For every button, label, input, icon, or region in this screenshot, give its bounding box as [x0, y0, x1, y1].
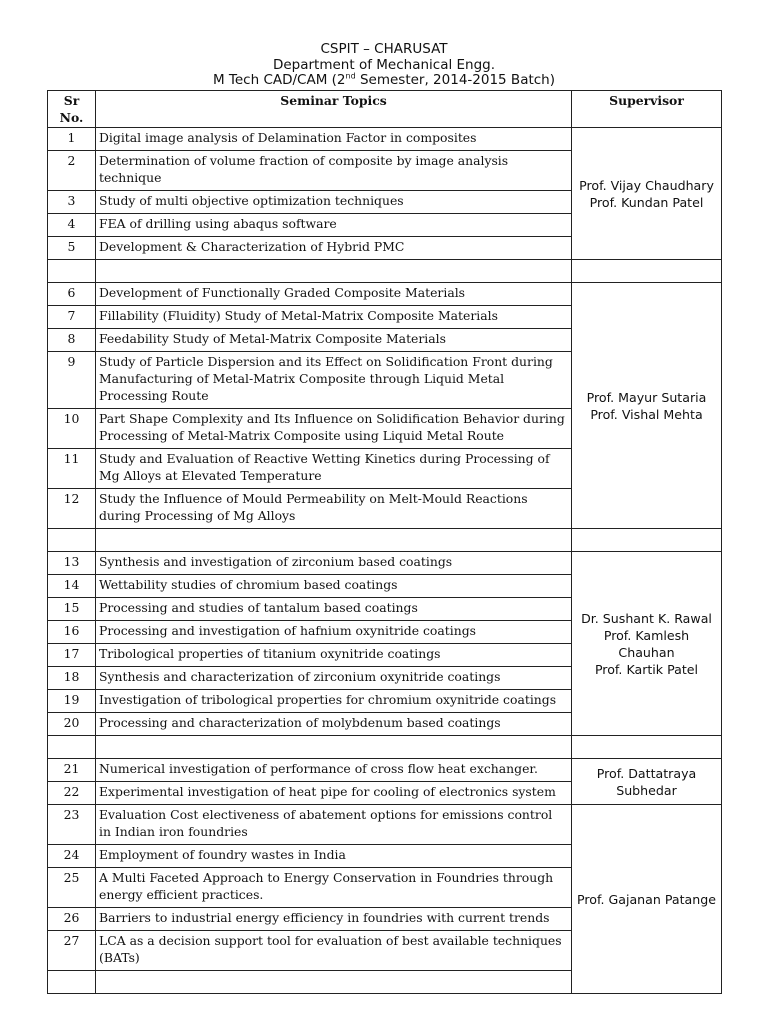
topic-cell: Fillability (Fluidity) Study of Metal-Matrix Composite Materials	[96, 306, 572, 329]
table-row	[48, 283, 722, 306]
supervisor-cell	[572, 283, 722, 529]
table-row	[48, 805, 722, 845]
supervisor-cell	[572, 805, 722, 994]
col-header-topics: Seminar Topics	[96, 91, 572, 128]
topic-cell: Digital image analysis of Delamination Factor in composites	[96, 128, 572, 151]
topic-cell: Processing and investigation of hafnium oxynitride coatings	[96, 621, 572, 644]
topic-cell: Synthesis and investigation of zirconium based coatings	[96, 552, 572, 575]
sr-cell: 3	[48, 191, 96, 214]
table-row	[48, 759, 722, 782]
topic-cell: Synthesis and characterization of zirconium oxynitride coatings	[96, 667, 572, 690]
topic-cell: Numerical investigation of performance of cross flow heat exchanger.	[96, 759, 572, 782]
sr-cell: 21	[48, 759, 96, 782]
topic-cell: Barriers to industrial energy efficiency in foundries with current trends	[96, 908, 572, 931]
sr-cell: 15	[48, 598, 96, 621]
topic-cell: Processing and studies of tantalum based coatings	[96, 598, 572, 621]
supervisor-cell	[572, 759, 722, 805]
sr-cell: 26	[48, 908, 96, 931]
topic-cell: LCA as a decision support tool for evaluation of best available techniques (BATs)	[96, 931, 572, 971]
sr-cell: 22	[48, 782, 96, 805]
blank-row	[48, 260, 722, 283]
sr-cell: 14	[48, 575, 96, 598]
topic-cell: FEA of drilling using abaqus software	[96, 214, 572, 237]
topic-cell: A Multi Faceted Approach to Energy Conservation in Foundries through energy efficient practices.	[96, 868, 572, 908]
sr-cell: 1	[48, 128, 96, 151]
table-header-row	[48, 91, 722, 128]
topic-cell: Evaluation Cost electiveness of abatement options for emissions control in Indian iron foundries	[96, 805, 572, 845]
topic-cell: Investigation of tribological properties for chromium oxynitride coatings	[96, 690, 572, 713]
sr-cell: 7	[48, 306, 96, 329]
sr-cell: 25	[48, 868, 96, 908]
topic-cell: Tribological properties of titanium oxynitride coatings	[96, 644, 572, 667]
sr-cell: 8	[48, 329, 96, 352]
sr-cell: 4	[48, 214, 96, 237]
topic-cell: Study the Influence of Mould Permeability on Melt-Mould Reactions during Processing of Mg Alloys	[96, 489, 572, 529]
supervisor-name: Prof. Vijay Chaudhary	[579, 177, 714, 193]
topic-cell: Wettability studies of chromium based coatings	[96, 575, 572, 598]
sr-cell: 20	[48, 713, 96, 736]
document-header	[0, 42, 768, 89]
topic-cell: Study and Evaluation of Reactive Wetting Kinetics during Processing of Mg Alloys at Elevated Temperature	[96, 449, 572, 489]
topic-cell: Part Shape Complexity and Its Influence on Solidification Behavior during Processing of Metal-Matrix Composite using Liquid Metal Route	[96, 409, 572, 449]
topic-cell: Development of Functionally Graded Composite Materials	[96, 283, 572, 306]
institute-title: CSPIT – CHARUSAT	[320, 41, 448, 57]
sr-cell: 11	[48, 449, 96, 489]
col-header-supervisor: Supervisor	[572, 91, 722, 128]
supervisor-name: Prof. Mayur Sutaria	[586, 389, 707, 405]
supervisor-name: Prof. Gajanan Patange	[576, 891, 716, 907]
topic-cell: Study of Particle Dispersion and its Effect on Solidification Front during Manufacturing of Metal-Matrix Composite through Liquid Metal Processing Route	[96, 352, 572, 409]
sr-cell: 27	[48, 931, 96, 971]
sr-cell: 17	[48, 644, 96, 667]
topic-cell: Development & Characterization of Hybrid PMC	[96, 237, 572, 260]
seminar-table	[47, 90, 722, 994]
topic-cell: Feedability Study of Metal-Matrix Composite Materials	[96, 329, 572, 352]
topic-cell: Determination of volume fraction of composite by image analysis technique	[96, 151, 572, 191]
topic-cell: Employment of foundry wastes in India	[96, 845, 572, 868]
supervisor-name: Prof. Kartik Patel	[594, 661, 699, 677]
supervisor-name: Dr. Sushant K. Rawal	[581, 610, 712, 626]
supervisor-cell	[572, 552, 722, 736]
supervisor-name: Prof. Dattatraya Subhedar	[596, 765, 697, 798]
sr-cell: 12	[48, 489, 96, 529]
sr-cell: 2	[48, 151, 96, 191]
supervisor-cell	[572, 128, 722, 260]
topic-cell: Processing and characterization of molybdenum based coatings	[96, 713, 572, 736]
topic-cell: Experimental investigation of heat pipe for cooling of electronics system	[96, 782, 572, 805]
sr-cell: 10	[48, 409, 96, 449]
supervisor-name: Prof. Kundan Patel	[589, 194, 704, 210]
program-title: M Tech CAD/CAM (2nd Semester, 2014-2015 Batch)	[212, 71, 556, 88]
sr-cell: 13	[48, 552, 96, 575]
sr-cell: 19	[48, 690, 96, 713]
supervisor-name: Prof. Kamlesh Chauhan	[603, 627, 690, 660]
sr-cell: 16	[48, 621, 96, 644]
topic-cell: Study of multi objective optimization techniques	[96, 191, 572, 214]
table-row	[48, 552, 722, 575]
sr-cell: 9	[48, 352, 96, 409]
blank-row	[48, 529, 722, 552]
blank-row	[48, 736, 722, 759]
sr-cell: 6	[48, 283, 96, 306]
sr-cell: 23	[48, 805, 96, 845]
sr-cell: 24	[48, 845, 96, 868]
table-row	[48, 128, 722, 151]
col-header-sr: Sr No.	[48, 91, 96, 128]
sr-cell: 18	[48, 667, 96, 690]
department-title: Department of Mechanical Engg.	[272, 56, 496, 73]
sr-cell: 5	[48, 237, 96, 260]
supervisor-name: Prof. Vishal Mehta	[590, 406, 703, 422]
